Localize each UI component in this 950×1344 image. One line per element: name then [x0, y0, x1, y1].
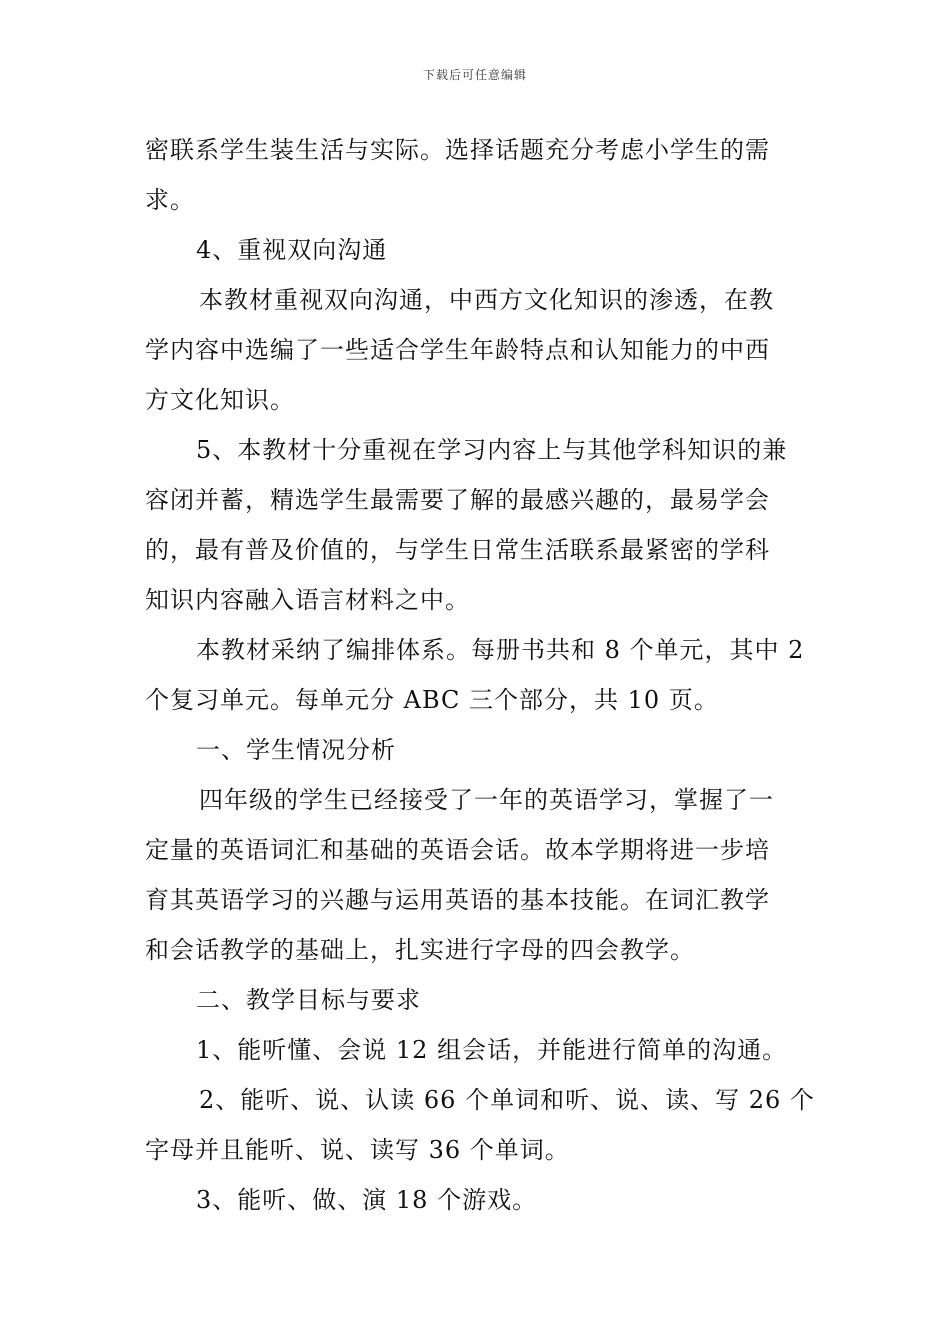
list-item: 2、能听、说、认读 66 个单词和听、说、读、写 26 个	[199, 1086, 815, 1114]
list-item-continuation: 字母并且能听、说、读写 36 个单词。	[145, 1136, 570, 1164]
paragraph-line: 密联系学生装生活与实际。选择话题充分考虑小学生的需	[145, 136, 770, 164]
paragraph-line: 的，最有普及价值的，与学生日常生活联系最紧密的学科	[145, 536, 770, 564]
paragraph-line: 四年级的学生已经接受了一年的英语学习，掌握了一	[199, 786, 774, 814]
paragraph-line: 育其英语学习的兴趣与运用英语的基本技能。在词汇教学	[145, 886, 770, 914]
section-heading: 二、教学目标与要求	[196, 986, 421, 1014]
paragraph-line: 容闭并蓄，精选学生最需要了解的最感兴趣的，最易学会	[145, 486, 770, 514]
page-header-note: 下载后可任意编辑	[422, 68, 527, 82]
paragraph-line: 和会话教学的基础上，扎实进行字母的四会教学。	[145, 936, 695, 964]
list-item: 1、能听懂、会说 12 组会话，并能进行简单的沟通。	[196, 1036, 788, 1064]
paragraph-line: 定量的英语词汇和基础的英语会话。故本学期将进一步培	[145, 836, 770, 864]
section-heading: 一、学生情况分析	[196, 736, 396, 764]
paragraph-line: 5、本教材十分重视在学习内容上与其他学科知识的兼	[196, 436, 788, 464]
list-item: 3、能听、做、演 18 个游戏。	[196, 1186, 538, 1214]
paragraph-line: 学内容中选编了一些适合学生年龄特点和认知能力的中西	[145, 336, 770, 364]
paragraph-line: 方文化知识。	[145, 386, 295, 414]
section-heading: 4、重视双向沟通	[196, 236, 388, 264]
paragraph-line: 本教材重视双向沟通，中西方文化知识的渗透，在教	[199, 286, 774, 314]
paragraph-line: 知识内容融入语言材料之中。	[145, 586, 470, 614]
paragraph-line: 求。	[145, 186, 195, 214]
paragraph-line: 本教材采纳了编排体系。每册书共和 8 个单元，其中 2	[196, 636, 805, 664]
paragraph-line: 个复习单元。每单元分 ABC 三个部分，共 10 页。	[145, 686, 719, 714]
